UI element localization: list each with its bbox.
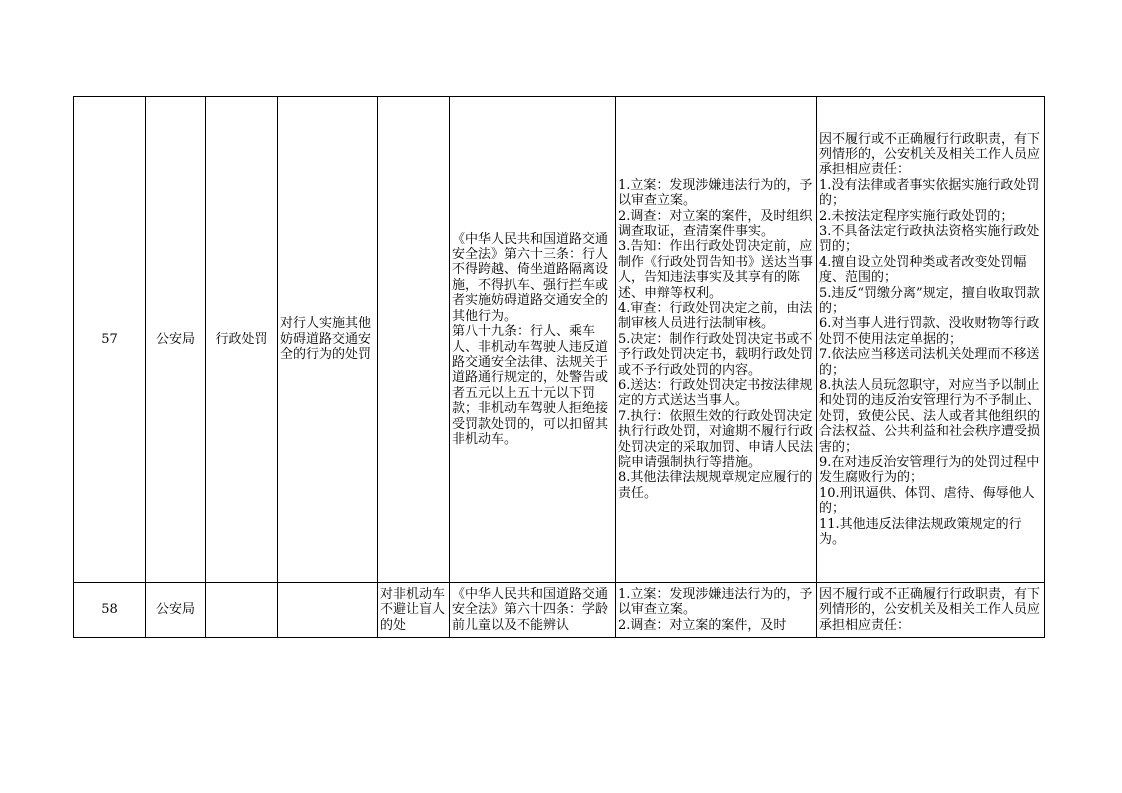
sub-item-cell <box>378 97 450 583</box>
process-text: 1.立案：发现涉嫌违法行为的，予以审查立案。 2.调查：对立案的案件，及时 <box>618 586 813 633</box>
sub-item-text: 对非机动车不避让盲人的处 <box>380 586 446 633</box>
legal-basis-cell <box>450 583 616 638</box>
power-item-cell: 对行人实施其他妨碍道路交通安全的行为的处罚 <box>278 97 378 583</box>
power-type-cell: 行政处罚 <box>206 97 278 583</box>
sub-item-cell <box>378 583 450 638</box>
legal-basis-cell: 《中华人民共和国道路交通安全法》第六十三条：行人不得跨越、倚坐道路隔离设施，不得扒车、强行拦车或者实施妨碍道路交通安全的其他行为。 第八十九条：行人、乘车人、非机动车驾驶人违反道路交通安全法律、法规关于道路通行规定的，处警告或者五元以上五十元以下罚款；非机动车驾驶人拒绝接受罚款处罚的，可以扣留其非机动车。 <box>450 97 616 583</box>
responsibility-table <box>73 96 1045 638</box>
liability-cell <box>817 583 1045 638</box>
process-cell <box>616 583 817 638</box>
legal-basis-text: 《中华人民共和国道路交通安全法》第六十四条：学龄前儿童以及不能辨认 <box>452 586 609 633</box>
row-number: 58 <box>74 583 146 638</box>
department-cell: 公安局 <box>146 97 206 583</box>
power-type-cell <box>206 583 278 638</box>
power-item-cell <box>278 583 378 638</box>
process-cell: 1.立案：发现涉嫌违法行为的，予以审查立案。 2.调查：对立案的案件，及时组织调查取证，查清案件事实。 3.告知：作出行政处罚决定前，应制作《行政处罚告知书》送达当事人，告知违法事实及其享有的陈述、申辩等权利。 4.审查：行政处罚决定之前，由法制审核人员进行法制审核。 5.决定：制作行政处罚决定书或不予行政处罚决定书，载明行政处罚或不予行政处罚的内容。 6.送达：行政处罚决定书按法律规定的方式送达当事人。 7.执行：依照生效的行政处罚决定执行行政处罚，对逾期不履行行政处罚决定的采取加罚、申请人民法院申请强制执行等措施。 8.其他法律法规规章规定应履行的责任。 <box>616 97 817 583</box>
table-row <box>74 97 1045 583</box>
liability-text: 因不履行或不正确履行行政职责，有下列情形的，公安机关及相关工作人员应承担相应责任： <box>819 586 1041 633</box>
department-cell: 公安局 <box>146 583 206 638</box>
table-row <box>74 583 1045 638</box>
row-number: 57 <box>74 97 146 583</box>
liability-cell: 因不履行或不正确履行行政职责，有下列情形的，公安机关及相关工作人员应承担相应责任： 1.没有法律或者事实依据实施行政处罚的； 2.未按法定程序实施行政处罚的； 3.不具备法定行政执法资格实施行政处罚的； 4.擅自设立处罚种类或者改变处罚幅度、范围的； 5.违反“罚缴分离”规定，擅自收取罚款的； 6.对当事人进行罚款、没收财物等行政处罚不使用法定单据的； 7.依法应当移送司法机关处理而不移送的； 8.执法人员玩忽职守，对应当予以制止和处罚的违反治安管理行为不予制止、处罚，致使公民、法人或者其他组织的合法权益、公共利益和社会秩序遭受损害的； 9.在对违反治安管理行为的处罚过程中发生腐败行为的； 10.刑讯逼供、体罚、虐待、侮辱他人的； 11.其他违反法律法规政策规定的行为。 <box>817 97 1045 583</box>
